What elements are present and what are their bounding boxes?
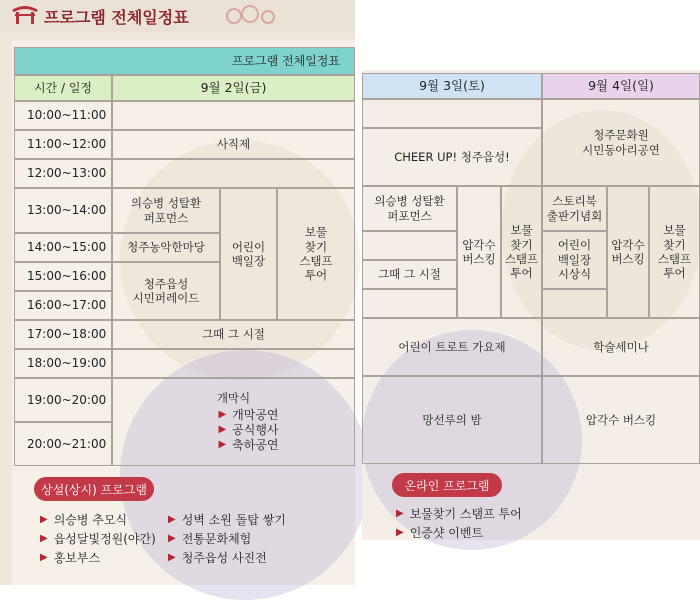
- list-item: ▶ 인증샷 이벤트: [396, 526, 484, 540]
- empty-cell: [362, 99, 542, 128]
- list-item: ▶ 개막공연: [218, 408, 279, 423]
- event-line: 청주문화원: [593, 128, 649, 143]
- event-line: 버스킹: [462, 252, 496, 266]
- time-slot: 19:00~20:00: [14, 378, 112, 422]
- event-line: 투어: [510, 266, 533, 281]
- event-busking: [457, 186, 501, 318]
- event-seminar: 학술세미나: [542, 318, 700, 376]
- list-item: ▶ 성벽 소원 돌탑 쌓기: [168, 513, 286, 527]
- event-line: 어린이: [231, 239, 266, 254]
- left-panel: [0, 0, 355, 585]
- list-item: ▶ 공식행사: [218, 423, 279, 438]
- event-storybook: [542, 186, 607, 231]
- event-treasure-hunt: [649, 186, 700, 318]
- arrow-icon: ▶: [168, 552, 176, 563]
- list-item: ▶ 청주읍성 사진전: [168, 551, 267, 565]
- time-slot: 10:00~11:00: [14, 101, 112, 130]
- arrow-icon: ▶: [168, 514, 176, 525]
- event-line: 스탬프: [299, 254, 333, 268]
- header-day-0902: 9월 2일(금): [112, 75, 355, 101]
- event-kids-writing: [220, 188, 277, 320]
- time-slot: 14:00~15:00: [14, 233, 112, 262]
- event-line: 투어: [304, 268, 328, 283]
- page-title: 프로그램 전체일정표: [44, 8, 189, 27]
- arrow-icon: ▶: [218, 439, 227, 451]
- event-line: 압각수: [462, 237, 496, 252]
- event-cheer-up: CHEER UP! 청주읍성!: [362, 128, 542, 186]
- arrow-icon: ▶: [218, 409, 227, 421]
- event-line: 압각수: [611, 237, 645, 252]
- list-item: ▶ 읍성달빛정원(야간): [40, 532, 156, 546]
- event-line: 스탬프: [657, 252, 692, 266]
- online-list: [396, 504, 596, 542]
- event-line: 어린이: [557, 238, 592, 253]
- table-title: 프로그램 전체일정표: [14, 47, 355, 75]
- event-kids-trot: 어린이 트로트 가요제: [362, 318, 542, 376]
- empty-cell: [112, 349, 355, 378]
- event-line: 찾기: [304, 239, 328, 254]
- event-line: 시상식: [557, 267, 592, 282]
- time-slot: 15:00~16:00: [14, 262, 112, 291]
- time-slot: 13:00~14:00: [14, 188, 112, 233]
- event-old-days: 그때 그 시절: [362, 260, 457, 289]
- event-treasure-hunt: [501, 186, 542, 318]
- event-parade: [112, 262, 220, 320]
- empty-cell: [542, 289, 607, 318]
- empty-cell: [362, 289, 457, 318]
- event-sajikje: 사직제: [112, 130, 355, 159]
- event-line: 의승병 성탈환: [374, 194, 445, 209]
- event-line: 청주읍성: [143, 276, 189, 291]
- time-slot: 16:00~17:00: [14, 291, 112, 320]
- arrow-icon: ▶: [168, 533, 176, 544]
- list-item: ▶ 전통문화체험: [168, 532, 252, 546]
- list-item: ▶ 의승병 추모식: [40, 513, 128, 527]
- arrow-icon: ▶: [40, 514, 48, 525]
- time-slot: 18:00~19:00: [14, 349, 112, 378]
- list-item: ▶ 홍보부스: [40, 551, 101, 565]
- permanent-col-2: [168, 510, 318, 567]
- empty-cell: [112, 101, 355, 130]
- event-line: 찾기: [663, 237, 686, 252]
- event-line: 버스킹: [611, 252, 645, 266]
- event-line: 퍼포먼스: [387, 208, 432, 223]
- event-performance: [362, 186, 457, 231]
- event-treasure-hunt: [277, 188, 355, 320]
- event-line: 보물: [663, 223, 686, 238]
- opening-title: 개막식: [216, 390, 251, 405]
- cloud-icon: [222, 4, 282, 28]
- gate-icon: [10, 4, 40, 26]
- event-busking: [607, 186, 649, 318]
- time-slot: 17:00~18:00: [14, 320, 112, 349]
- event-busking-full: 압각수 버스킹: [542, 376, 700, 464]
- arrow-icon: ▶: [40, 552, 48, 563]
- permanent-col-1: [40, 510, 180, 567]
- header-day-0904: 9월 4일(일): [542, 73, 700, 99]
- arrow-icon: ▶: [396, 508, 404, 519]
- event-opening: [112, 378, 355, 466]
- empty-cell: [362, 231, 457, 260]
- event-kids-award: [542, 231, 607, 289]
- event-line: 의승병 성탈환: [130, 196, 202, 211]
- event-club-performance: [542, 99, 700, 186]
- time-slot: 20:00~21:00: [14, 422, 112, 466]
- event-line: 출판기념회: [546, 208, 603, 223]
- event-line: 시민동아리공연: [582, 142, 660, 157]
- event-farm-music: 청주농악한마당: [112, 233, 220, 262]
- event-line: 보물: [304, 225, 328, 240]
- list-item: ▶ 보물찾기 스탬프 투어: [396, 507, 522, 521]
- header-time: 시간 / 일정: [14, 75, 112, 101]
- event-line: 시민퍼레이드: [132, 291, 200, 305]
- time-slot: 12:00~13:00: [14, 159, 112, 188]
- time-slot: 11:00~12:00: [14, 130, 112, 159]
- list-item: ▶ 축하공연: [218, 438, 279, 453]
- event-line: 스토리북: [552, 194, 597, 209]
- online-programs-badge: 온라인 프로그램: [392, 473, 502, 497]
- event-line: 투어: [663, 266, 686, 281]
- event-old-days: 그때 그 시절: [112, 320, 355, 349]
- header-day-0903: 9월 3일(토): [362, 73, 542, 99]
- empty-cell: [112, 159, 355, 188]
- event-line: 백일장: [231, 254, 266, 268]
- event-line: 퍼포먼스: [143, 210, 189, 225]
- event-line: 보물: [510, 223, 533, 238]
- event-mangseonru-night: 망선루의 밤: [362, 376, 542, 464]
- event-line: 찾기: [510, 237, 533, 252]
- arrow-icon: ▶: [40, 533, 48, 544]
- permanent-programs-badge: 상설(상시) 프로그램: [34, 477, 154, 501]
- event-performance: [112, 188, 220, 233]
- event-line: 스탬프: [504, 252, 539, 266]
- opening-list: [218, 408, 278, 453]
- event-line: 백일장: [557, 252, 592, 267]
- arrow-icon: ▶: [218, 424, 227, 436]
- arrow-icon: ▶: [396, 527, 404, 538]
